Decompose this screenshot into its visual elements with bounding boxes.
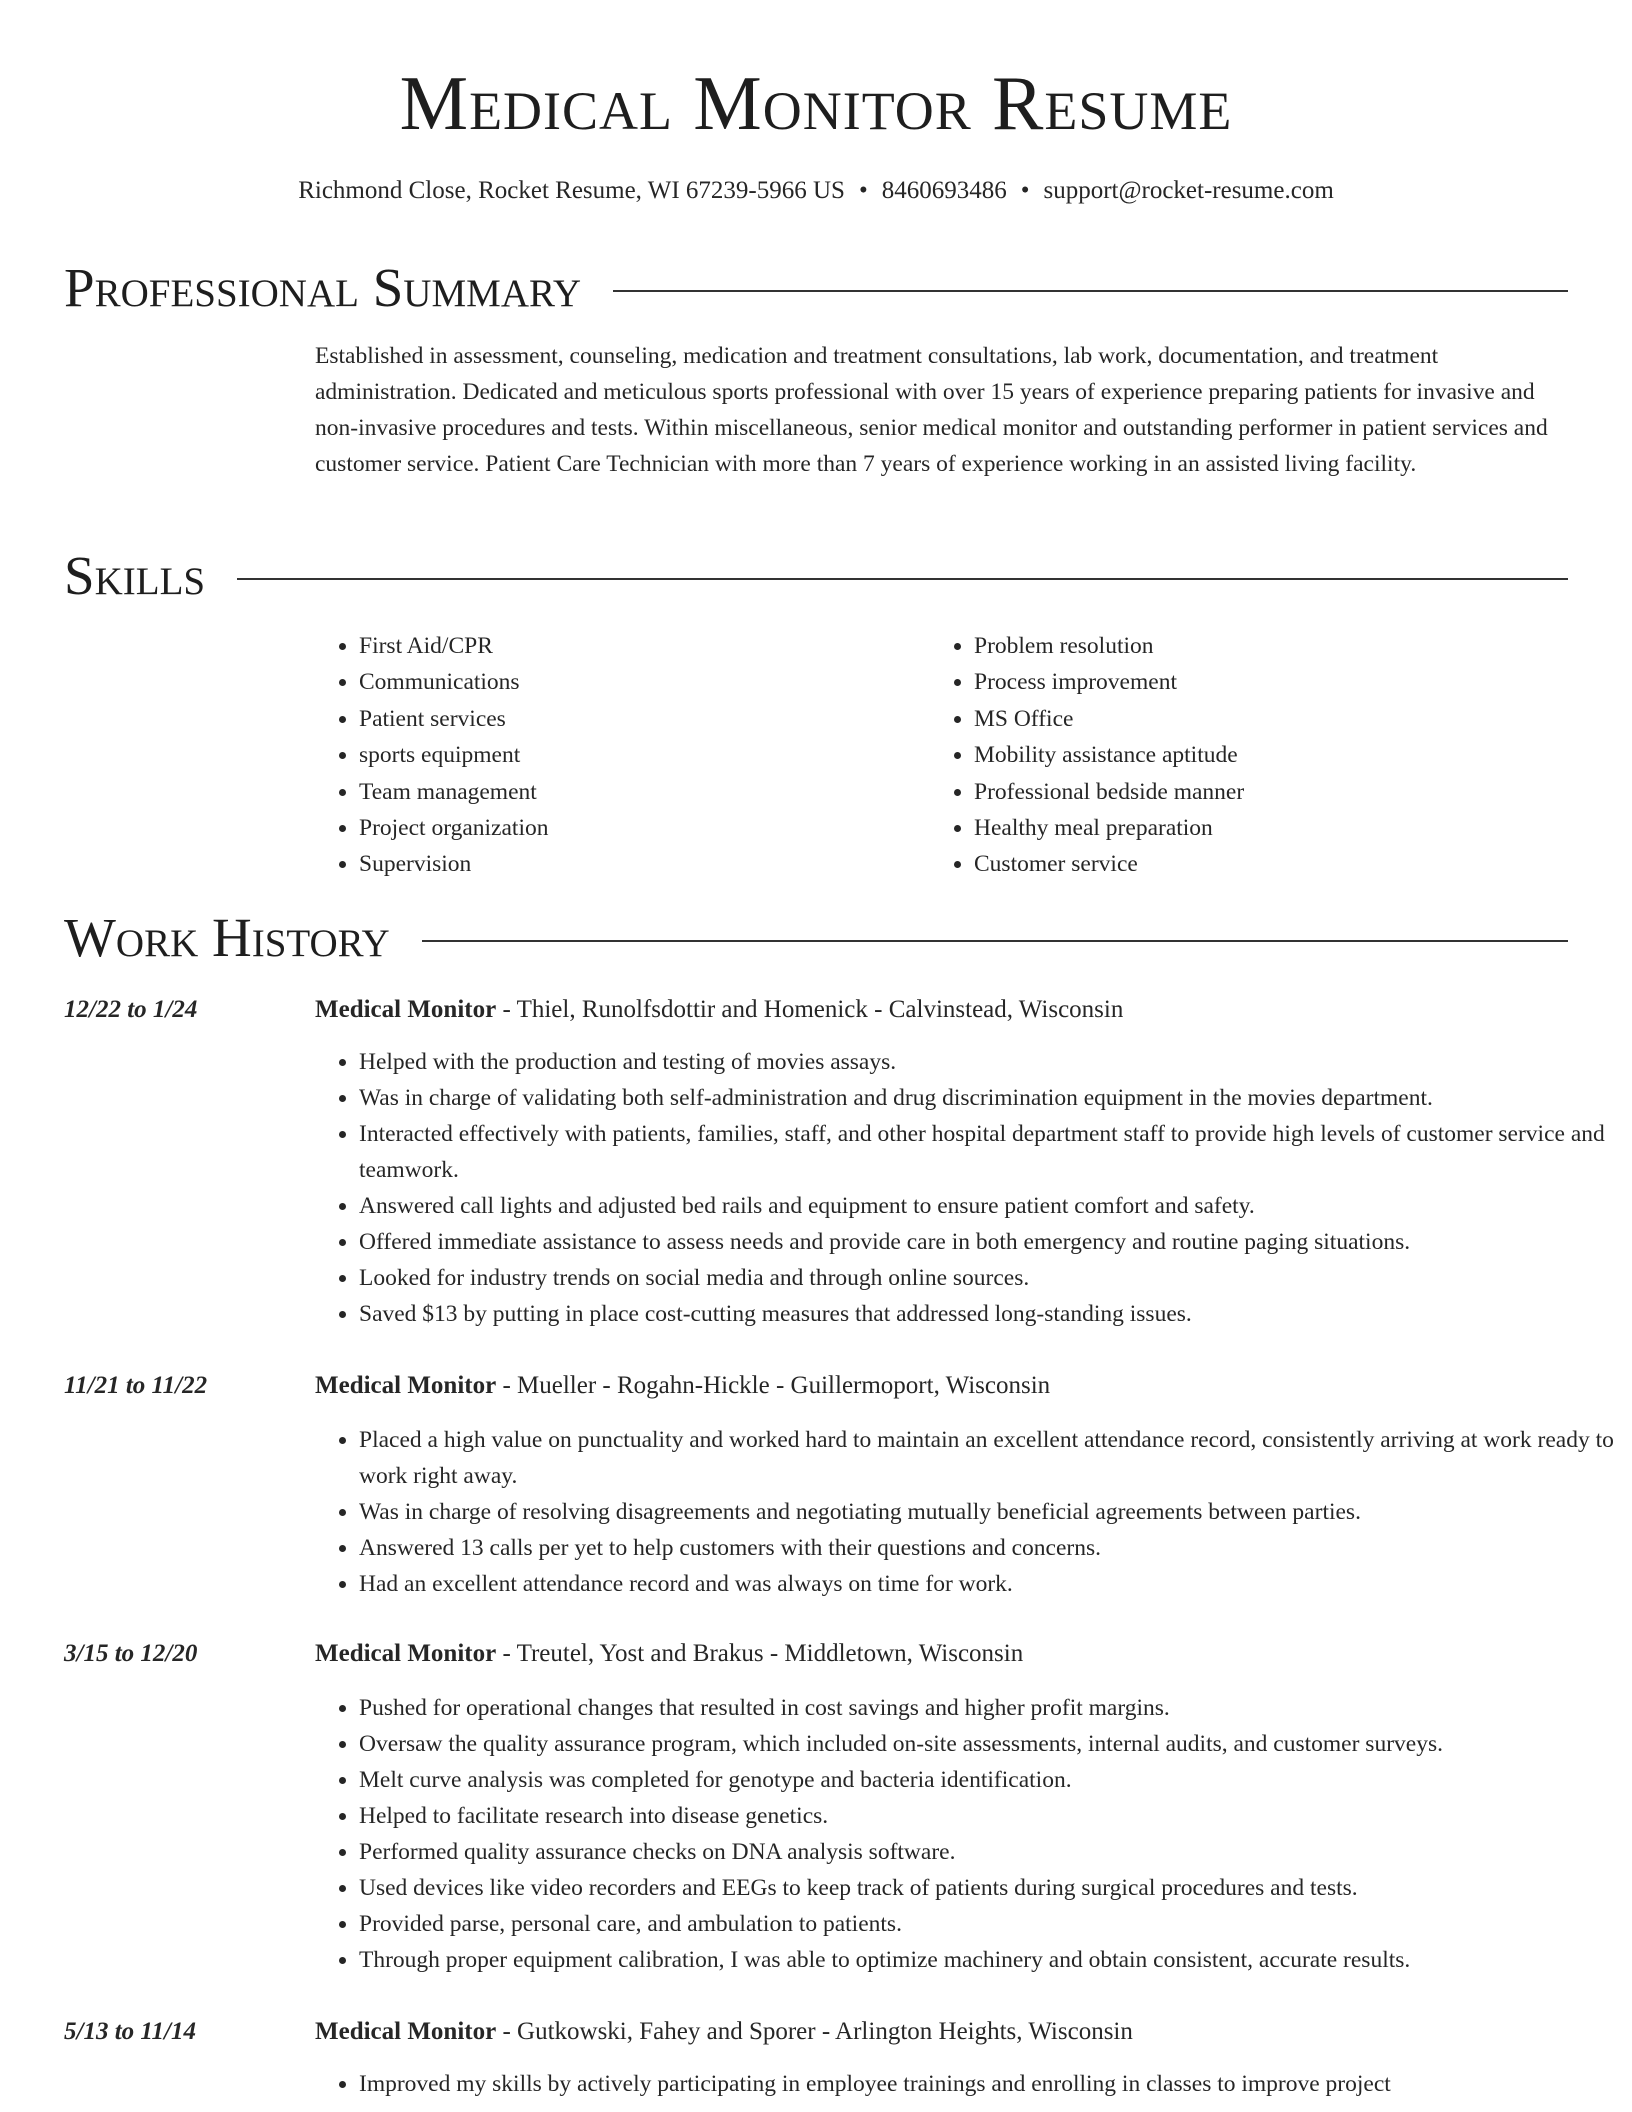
job-dates: 3/15 to 12/20 — [64, 1640, 198, 1667]
job-bullet: • Improved my skills by actively participating in employee trainings and enrolling in classes to improve project — [359, 2066, 1614, 2102]
section-divider — [613, 290, 1568, 292]
job-bullet: • Had an excellent attendance record and was always on time for work. — [359, 1566, 1614, 1602]
section-divider — [422, 940, 1568, 942]
job-company: - Treutel, Yost and Brakus - Middletown, Wisconsin — [496, 1640, 1024, 1667]
summary-heading: Professional Summary — [64, 257, 582, 318]
job-bullet: • Was in charge of resolving disagreements and negotiating mutually beneficial agreements between parties. — [359, 1494, 1614, 1530]
contact-separator: • — [1020, 177, 1030, 204]
job-dates: 5/13 to 11/14 — [64, 2018, 196, 2045]
contact-address: Richmond Close, Rocket Resume, WI 67239-5966 US — [298, 177, 845, 204]
job-bullet: • Used devices like video recorders and EEGs to keep track of patients during surgical procedures and tests. — [359, 1870, 1614, 1906]
skill-item: • MS Office — [974, 701, 1244, 737]
job-heading — [315, 1636, 1023, 1672]
job-dates: 12/22 to 1/24 — [64, 996, 198, 1023]
skill-item: • Healthy meal preparation — [974, 810, 1244, 846]
job-heading — [315, 992, 1123, 1028]
job-bullet: • Looked for industry trends on social media and through online sources. — [359, 1260, 1614, 1296]
skill-item: • Supervision — [359, 846, 548, 882]
contact-line — [0, 176, 1632, 206]
skills-list-left — [315, 628, 548, 883]
job-role: Medical Monitor — [315, 1640, 497, 1667]
skill-item: • Communications — [359, 664, 548, 700]
job-bullet: • Helped with the production and testing of movies assays. — [359, 1044, 1614, 1080]
skill-item: • Project organization — [359, 810, 548, 846]
job-role: Medical Monitor — [315, 2018, 497, 2045]
skill-item: • Problem resolution — [974, 628, 1244, 664]
job-role: Medical Monitor — [315, 1372, 497, 1399]
job-bullet: • Was in charge of validating both self-administration and drug discrimination equipment in the movies department. — [359, 1080, 1614, 1116]
skill-item: • Mobility assistance aptitude — [974, 737, 1244, 773]
skills-section-header — [64, 544, 1568, 608]
skill-item: • sports equipment — [359, 737, 548, 773]
section-divider — [237, 578, 1568, 580]
job-dates: 11/21 to 11/22 — [64, 1372, 208, 1399]
skill-item: • First Aid/CPR — [359, 628, 548, 664]
job-company: - Thiel, Runolfsdottir and Homenick - Calvinstead, Wisconsin — [496, 996, 1124, 1023]
summary-text: Established in assessment, counseling, medication and treatment consultations, lab work, documentation, and treatment administration. Dedicated and meticulous sports professional with over 15 years of experience preparing patients for invasive and non-invasive procedures and tests. Within miscellaneous, senior medical monitor and outstanding performer in patient services and customer service. Patient Care Technician with more than 7 years of experience working in an assisted living facility. — [315, 343, 1548, 477]
job-bullet: • Answered call lights and adjusted bed rails and equipment to ensure patient comfort and safety. — [359, 1188, 1614, 1224]
job-bullet: • Offered immediate assistance to assess needs and provide care in both emergency and routine paging situations. — [359, 1224, 1614, 1260]
job-bullet: • Through proper equipment calibration, I was able to optimize machinery and obtain consistent, accurate results. — [359, 1942, 1614, 1978]
job-bullet: • Melt curve analysis was completed for genotype and bacteria identification. — [359, 1762, 1614, 1798]
work-section-header — [64, 906, 1568, 970]
job-bullet: • Performed quality assurance checks on DNA analysis software. — [359, 1834, 1614, 1870]
job-company: - Gutkowski, Fahey and Sporer - Arlington Heights, Wisconsin — [496, 2018, 1133, 2045]
skills-list-right — [930, 628, 1244, 883]
skill-item: • Process improvement — [974, 664, 1244, 700]
job-bullets — [315, 1690, 1614, 1978]
skill-item: • Team management — [359, 774, 548, 810]
job-bullet: • Placed a high value on punctuality and worked hard to maintain an excellent attendance record, consistently arriving at work ready to work right away. — [359, 1422, 1614, 1494]
skill-item: • Customer service — [974, 846, 1244, 882]
job-bullet: • Helped to facilitate research into disease genetics. — [359, 1798, 1614, 1834]
job-company: - Mueller - Rogahn-Hickle - Guillermoport, Wisconsin — [496, 1372, 1051, 1399]
job-bullet: • Pushed for operational changes that resulted in cost savings and higher profit margins. — [359, 1690, 1614, 1726]
skills-heading: Skills — [64, 545, 206, 606]
work-heading: Work History — [64, 907, 390, 968]
job-bullets — [315, 2066, 1614, 2102]
job-bullets — [315, 1422, 1614, 1602]
contact-email: support@rocket-resume.com — [1043, 177, 1334, 204]
job-bullets — [315, 1044, 1614, 1332]
summary-section-header — [64, 256, 1568, 320]
job-heading — [315, 1368, 1050, 1404]
resume-title: Medical Monitor Resume — [399, 60, 1233, 146]
job-bullet: • Answered 13 calls per yet to help customers with their questions and concerns. — [359, 1530, 1614, 1566]
contact-phone: 8460693486 — [881, 177, 1007, 204]
job-bullet: • Oversaw the quality assurance program, which included on-site assessments, internal audits, and customer surveys. — [359, 1726, 1614, 1762]
job-bullet: • Interacted effectively with patients, families, staff, and other hospital department staff to provide high levels of customer service and teamwork. — [359, 1116, 1614, 1188]
skill-item: • Professional bedside manner — [974, 774, 1244, 810]
contact-separator: • — [858, 177, 868, 204]
job-heading — [315, 2014, 1133, 2050]
skill-item: • Patient services — [359, 701, 548, 737]
job-role: Medical Monitor — [315, 996, 497, 1023]
job-bullet: • Saved $13 by putting in place cost-cutting measures that addressed long-standing issues. — [359, 1296, 1614, 1332]
job-bullet: • Provided parse, personal care, and ambulation to patients. — [359, 1906, 1614, 1942]
